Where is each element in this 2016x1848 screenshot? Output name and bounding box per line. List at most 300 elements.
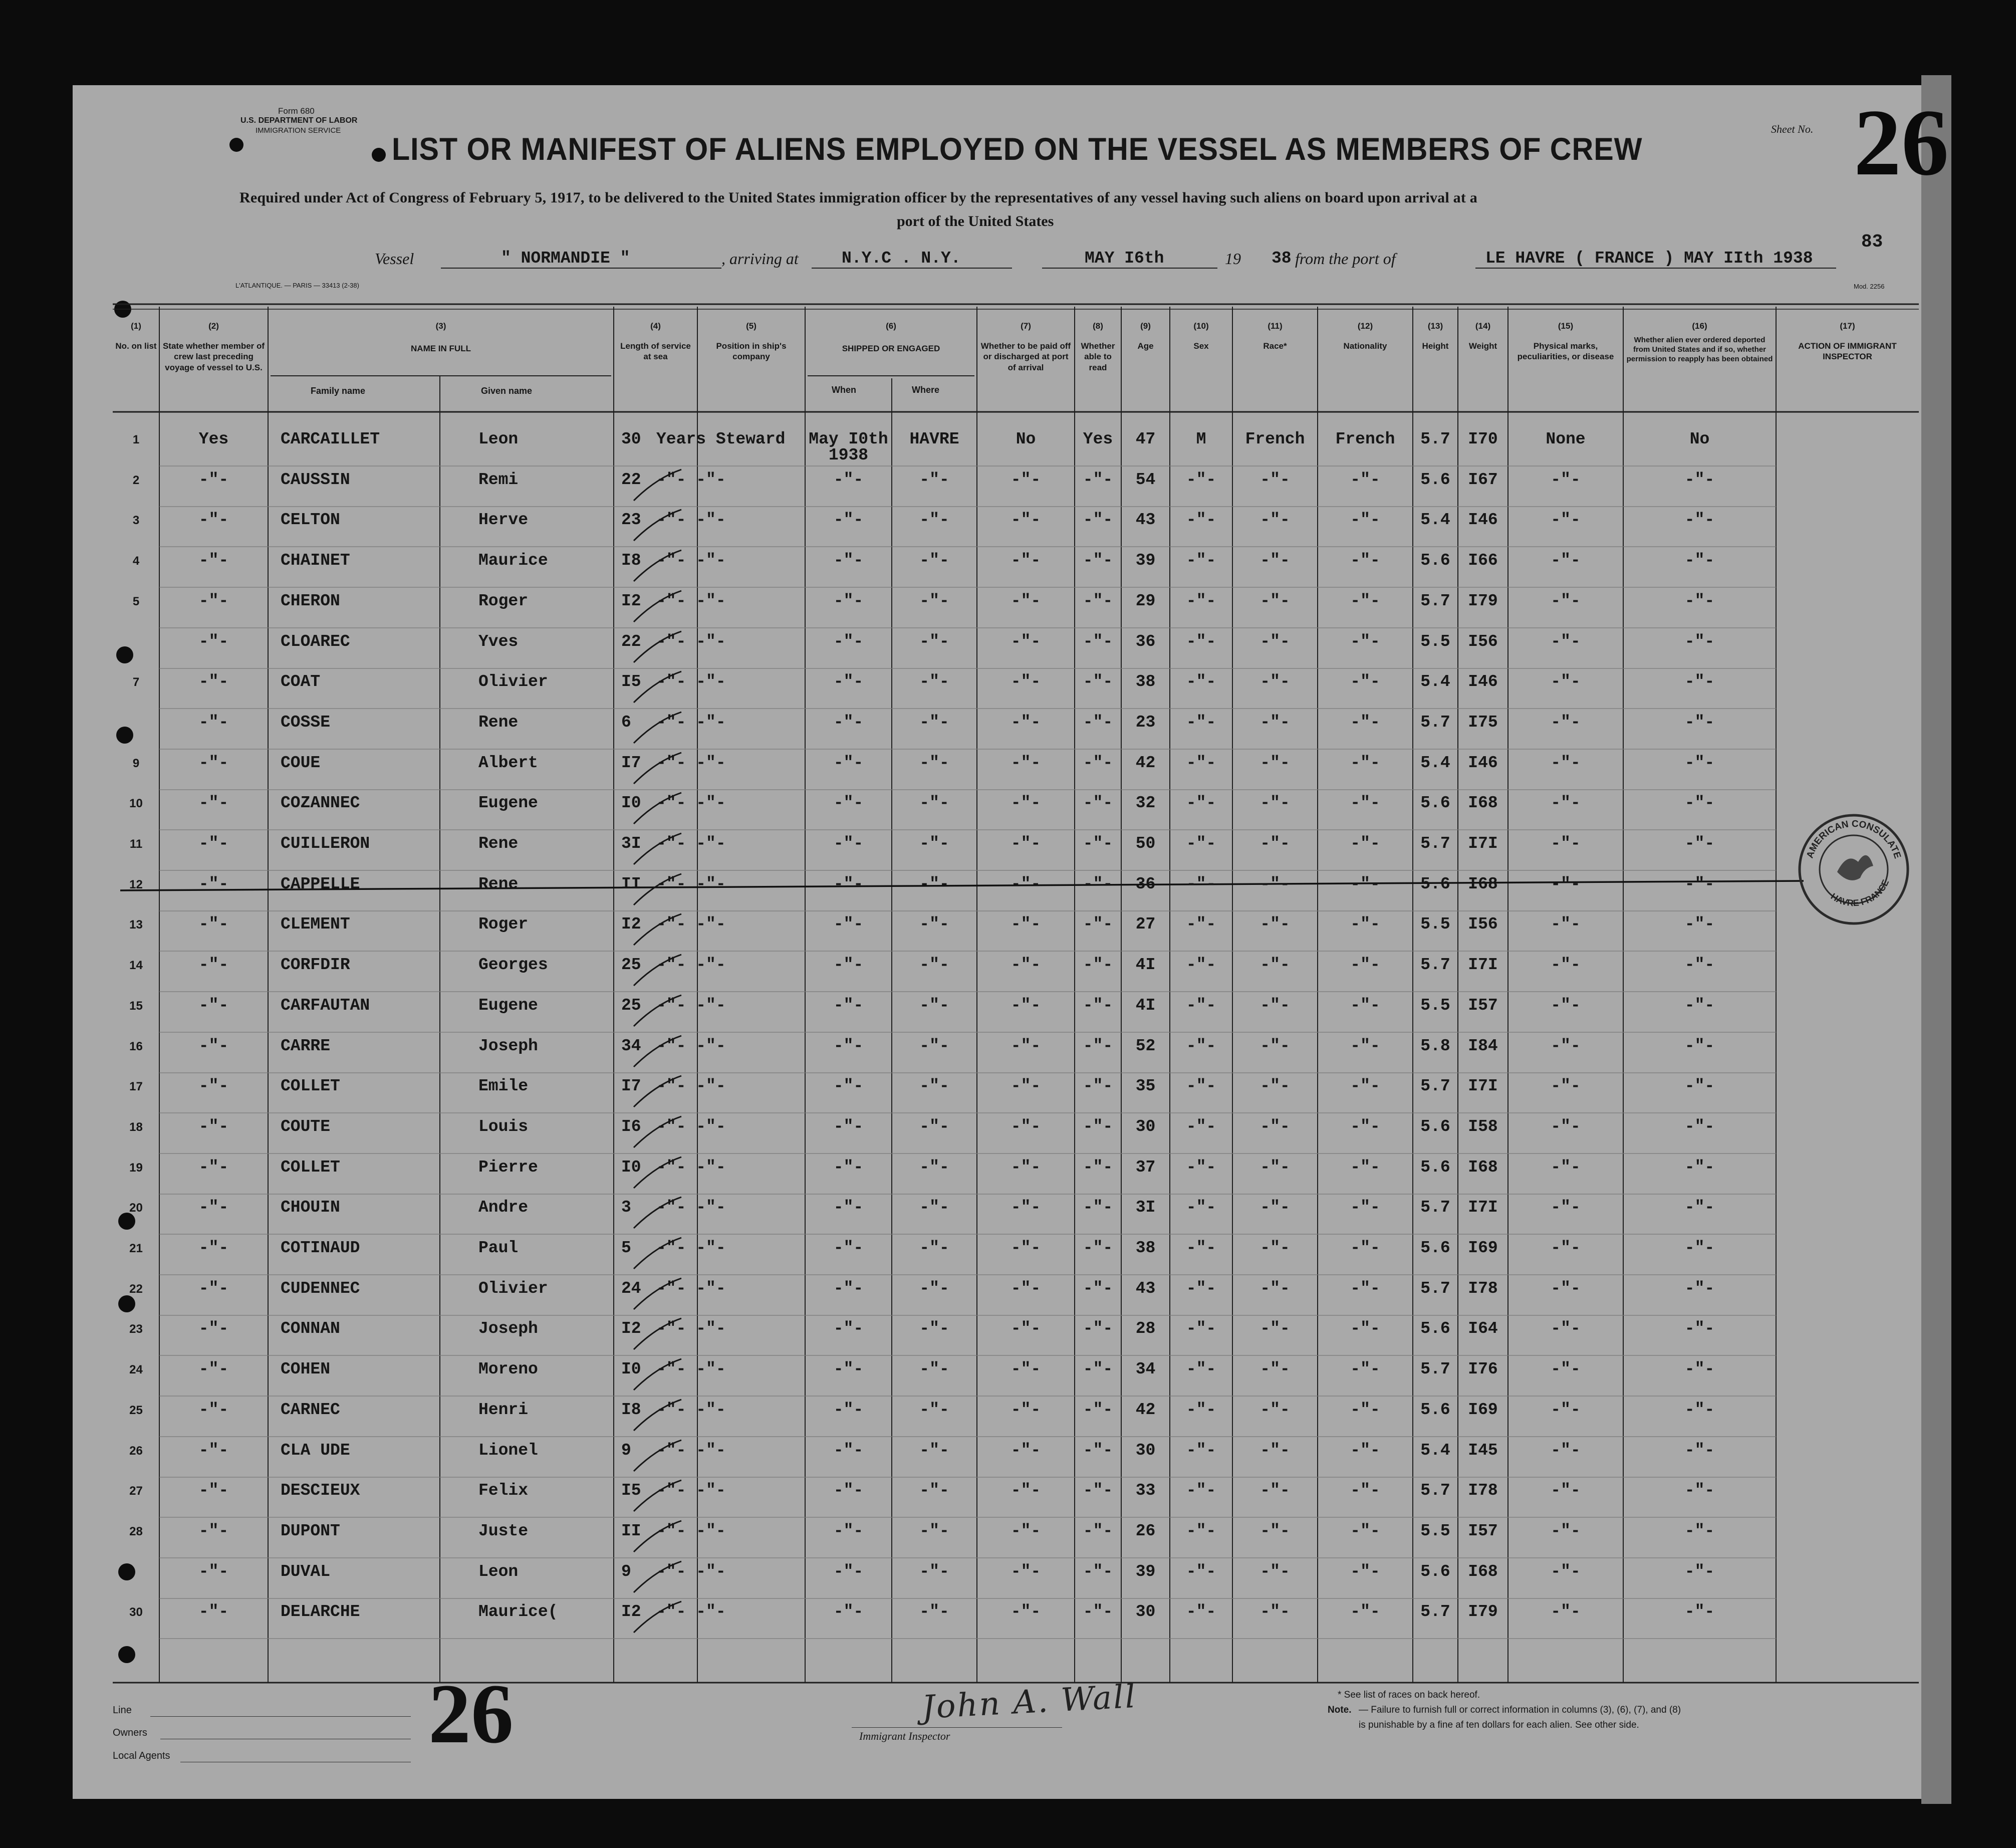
cell-height: 5.6 <box>1420 1401 1450 1419</box>
cell-paid: -"- <box>1011 1360 1041 1378</box>
cell-no: 4 <box>132 554 140 568</box>
cell-crew: -"- <box>198 754 229 772</box>
cell-age: 30 <box>1135 1441 1156 1460</box>
cell-where: -"- <box>919 1198 949 1217</box>
cell-deported: -"- <box>1684 1522 1715 1540</box>
cell-nat: -"- <box>1350 875 1380 893</box>
cell-read: -"- <box>1083 834 1113 853</box>
cell-marks: -"- <box>1551 1037 1581 1055</box>
year-prefix: 19 <box>1225 250 1241 268</box>
cell-position: -"- -"- <box>656 1198 726 1217</box>
cell-read: -"- <box>1083 1522 1113 1540</box>
cell-height: 5.6 <box>1420 1239 1450 1257</box>
cell-service: I0 <box>621 1158 641 1177</box>
cell-marks: -"- <box>1551 1602 1581 1621</box>
cell-nat: -"- <box>1350 1037 1380 1055</box>
cell-nat: -"- <box>1350 1360 1380 1378</box>
cell-age: 28 <box>1135 1319 1156 1338</box>
cell-height: 5.6 <box>1420 1319 1450 1338</box>
cell-crew: -"- <box>198 1117 229 1136</box>
cell-marks: -"- <box>1551 1279 1581 1298</box>
cell-family: CLOAREC <box>281 632 350 651</box>
cell-no: 2 <box>132 474 140 487</box>
cell-nat: -"- <box>1350 471 1380 489</box>
cell-position: -"- -"- <box>656 1602 726 1621</box>
cell-crew: -"- <box>198 713 229 732</box>
cell-crew: -"- <box>198 1441 229 1460</box>
cell-weight: I7I <box>1468 956 1498 974</box>
cell-height: 5.4 <box>1420 672 1450 691</box>
cell-where: -"- <box>919 996 949 1015</box>
cell-when: -"- <box>833 1360 864 1378</box>
cell-no: 15 <box>129 999 143 1013</box>
cell-race: -"- <box>1260 754 1290 772</box>
column-header: Position in ship's company <box>716 341 787 362</box>
cell-marks: -"- <box>1551 713 1581 732</box>
cell-paid: -"- <box>1011 1198 1041 1217</box>
cell-sex: -"- <box>1186 1077 1216 1095</box>
cell-height: 5.7 <box>1420 834 1450 853</box>
cell-family: CHAINET <box>281 551 350 570</box>
column-header: Sex <box>1193 341 1209 351</box>
cell-when: -"- <box>833 511 864 529</box>
cell-nat: -"- <box>1350 1117 1380 1136</box>
cell-marks: None <box>1546 430 1586 448</box>
cell-crew: -"- <box>198 1319 229 1338</box>
cell-when: -"- <box>833 794 864 812</box>
cell-marks: -"- <box>1551 471 1581 489</box>
cell-position: -"- -"- <box>656 1158 726 1177</box>
cell-no: 10 <box>129 797 143 810</box>
cell-age: 23 <box>1135 713 1156 732</box>
cell-family: CORFDIR <box>281 956 350 974</box>
cell-sex: -"- <box>1186 1441 1216 1460</box>
cell-when: -"- <box>833 1562 864 1581</box>
cell-age: 35 <box>1135 1077 1156 1095</box>
cell-service: I5 <box>621 672 641 691</box>
cell-where: -"- <box>919 592 949 610</box>
cell-sex: -"- <box>1186 471 1216 489</box>
cell-nat: -"- <box>1350 956 1380 974</box>
cell-when: -"- <box>833 1522 864 1540</box>
cell-family: DELARCHE <box>281 1602 360 1621</box>
cell-given: Maurice( <box>478 1602 558 1621</box>
cell-paid: -"- <box>1011 1117 1041 1136</box>
cell-given: Leon <box>478 1562 519 1581</box>
vessel-name: " NORMANDIE " <box>501 249 630 268</box>
cell-deported: -"- <box>1684 794 1715 812</box>
cell-height: 5.6 <box>1420 1117 1450 1136</box>
cell-family: CUDENNEC <box>281 1279 360 1298</box>
cell-read: -"- <box>1083 1117 1113 1136</box>
cell-no: 19 <box>129 1161 143 1175</box>
cell-sex: -"- <box>1186 1319 1216 1338</box>
cell-marks: -"- <box>1551 794 1581 812</box>
cell-marks: -"- <box>1551 1562 1581 1581</box>
cell-where: -"- <box>919 875 949 893</box>
cell-service: I8 <box>621 1401 641 1419</box>
cell-weight: I57 <box>1468 1522 1498 1540</box>
cell-marks: -"- <box>1551 1481 1581 1500</box>
cell-height: 5.5 <box>1420 915 1450 934</box>
cell-paid: -"- <box>1011 834 1041 853</box>
cell-paid: -"- <box>1011 956 1041 974</box>
cell-height: 5.7 <box>1420 1360 1450 1378</box>
cell-deported: -"- <box>1684 1360 1715 1378</box>
cell-deported: -"- <box>1684 1481 1715 1500</box>
cell-weight: I46 <box>1468 754 1498 772</box>
cell-race: -"- <box>1260 1481 1290 1500</box>
cell-paid: -"- <box>1011 1319 1041 1338</box>
cell-age: 26 <box>1135 1522 1156 1540</box>
column-number: (14) <box>1475 321 1491 331</box>
cell-where: -"- <box>919 471 949 489</box>
cell-where: -"- <box>919 1319 949 1338</box>
cell-sex: -"- <box>1186 1522 1216 1540</box>
note-text-1: — Failure to furnish full or correct information in columns (3), (6), (7), and (8) <box>1359 1705 1681 1715</box>
cell-marks: -"- <box>1551 1077 1581 1095</box>
cell-position: -"- -"- <box>656 754 726 772</box>
cell-no: 30 <box>129 1605 143 1619</box>
cell-age: 30 <box>1135 1602 1156 1621</box>
cell-sex: -"- <box>1186 551 1216 570</box>
cell-weight: I57 <box>1468 996 1498 1015</box>
cell-position: -"- -"- <box>656 996 726 1015</box>
cell-read: -"- <box>1083 713 1113 732</box>
cell-deported: -"- <box>1684 511 1715 529</box>
cell-position: -"- -"- <box>656 713 726 732</box>
cell-position: -"- -"- <box>656 1117 726 1136</box>
cell-nat: -"- <box>1350 551 1380 570</box>
cell-marks: -"- <box>1551 632 1581 651</box>
cell-weight: I68 <box>1468 794 1498 812</box>
cell-family: DESCIEUX <box>281 1481 360 1500</box>
cell-given: Eugene <box>478 794 538 812</box>
cell-crew: -"- <box>198 592 229 610</box>
cell-given: Yves <box>478 632 519 651</box>
cell-age: 36 <box>1135 632 1156 651</box>
cell-family: CARCAILLET <box>281 430 380 448</box>
cell-sex: -"- <box>1186 1562 1216 1581</box>
cell-read: -"- <box>1083 1279 1113 1298</box>
cell-deported: -"- <box>1684 1198 1715 1217</box>
cell-no: 1 <box>132 433 140 446</box>
cell-weight: I58 <box>1468 1117 1498 1136</box>
cell-deported: -"- <box>1684 1441 1715 1460</box>
cell-age: 34 <box>1135 1360 1156 1378</box>
cell-given: Rene <box>478 875 519 893</box>
cell-crew: -"- <box>198 834 229 853</box>
cell-height: 5.7 <box>1420 1077 1450 1095</box>
column-number: (3) <box>435 321 446 331</box>
cell-where: -"- <box>919 1077 949 1095</box>
cell-service: 5 <box>621 1239 631 1257</box>
cell-read: -"- <box>1083 1360 1113 1378</box>
cell-paid: No <box>1016 430 1036 448</box>
cell-nat: -"- <box>1350 1401 1380 1419</box>
cell-where: -"- <box>919 1279 949 1298</box>
cell-where: -"- <box>919 834 949 853</box>
cell-sex: -"- <box>1186 672 1216 691</box>
cell-age: 42 <box>1135 754 1156 772</box>
cell-position: -"- -"- <box>656 1279 726 1298</box>
subtitle-line-2: port of the United States <box>897 213 1054 229</box>
cell-given: Andre <box>478 1198 529 1217</box>
cell-position: -"- -"- <box>656 1037 726 1055</box>
cell-read: -"- <box>1083 1239 1113 1257</box>
cell-weight: I69 <box>1468 1401 1498 1419</box>
cell-race: -"- <box>1260 915 1290 934</box>
cell-no: 25 <box>129 1404 143 1417</box>
cell-marks: -"- <box>1551 834 1581 853</box>
cell-given: Rene <box>478 713 519 732</box>
cell-no: 24 <box>129 1363 143 1376</box>
cell-deported: -"- <box>1684 1279 1715 1298</box>
cell-race: -"- <box>1260 1522 1290 1540</box>
cell-no: 17 <box>129 1080 143 1093</box>
cell-position: -"- -"- <box>656 471 726 489</box>
cell-age: 29 <box>1135 592 1156 610</box>
cell-position: -"- -"- <box>656 915 726 934</box>
cell-nat: -"- <box>1350 834 1380 853</box>
cell-paid: -"- <box>1011 1158 1041 1177</box>
cell-crew: -"- <box>198 511 229 529</box>
cell-read: -"- <box>1083 511 1113 529</box>
cell-position: -"- -"- <box>656 956 726 974</box>
cell-height: 5.7 <box>1420 1602 1450 1621</box>
given-name-header: Given name <box>481 386 533 396</box>
cell-given: Leon <box>478 430 519 448</box>
cell-weight: I68 <box>1468 875 1498 893</box>
cell-paid: -"- <box>1011 1279 1041 1298</box>
cell-position: -"- -"- <box>656 592 726 610</box>
cell-given: Pierre <box>478 1158 538 1177</box>
cell-marks: -"- <box>1551 1158 1581 1177</box>
cell-sex: -"- <box>1186 1602 1216 1621</box>
cell-no: 12 <box>129 878 143 891</box>
cell-nat: -"- <box>1350 754 1380 772</box>
cell-height: 5.7 <box>1420 430 1450 448</box>
cell-deported: -"- <box>1684 632 1715 651</box>
cell-family: CHOUIN <box>281 1198 340 1217</box>
cell-where: -"- <box>919 915 949 934</box>
cell-when: -"- <box>833 592 864 610</box>
cell-height: 5.7 <box>1420 1279 1450 1298</box>
arrival-port: N.Y.C . N.Y. <box>842 249 961 268</box>
cell-height: 5.6 <box>1420 1562 1450 1581</box>
cell-age: 4I <box>1135 996 1156 1015</box>
cell-read: -"- <box>1083 1602 1113 1621</box>
cell-sex: -"- <box>1186 1279 1216 1298</box>
departure-port: LE HAVRE ( FRANCE ) MAY IIth 1938 <box>1485 249 1813 268</box>
cell-no: 27 <box>129 1484 143 1498</box>
line-field <box>150 1716 411 1717</box>
cell-read: -"- <box>1083 1077 1113 1095</box>
cell-family: COLLET <box>281 1077 340 1095</box>
cell-race: -"- <box>1260 592 1290 610</box>
cell-crew: -"- <box>198 1481 229 1500</box>
cell-paid: -"- <box>1011 632 1041 651</box>
cell-race: -"- <box>1260 1239 1290 1257</box>
cell-where: -"- <box>919 1522 949 1540</box>
inspector-label: Immigrant Inspector <box>859 1730 950 1742</box>
cell-position: -"- -"- <box>656 875 726 893</box>
cell-sex: -"- <box>1186 713 1216 732</box>
cell-age: 27 <box>1135 915 1156 934</box>
cell-nat: French <box>1335 430 1395 448</box>
cell-when: -"- <box>833 834 864 853</box>
cell-where: -"- <box>919 672 949 691</box>
cell-age: 54 <box>1135 471 1156 489</box>
cell-where: -"- <box>919 1562 949 1581</box>
cell-weight: I46 <box>1468 672 1498 691</box>
cell-nat: -"- <box>1350 1319 1380 1338</box>
cell-position: -"- -"- <box>656 1481 726 1500</box>
inspector-signature: John A. Wall <box>921 1678 1138 1727</box>
cell-deported: -"- <box>1684 834 1715 853</box>
cell-no: 28 <box>129 1525 143 1538</box>
cell-read: -"- <box>1083 794 1113 812</box>
cell-age: 39 <box>1135 551 1156 570</box>
cell-position: -"- -"- <box>656 1441 726 1460</box>
cell-paid: -"- <box>1011 1441 1041 1460</box>
cell-height: 5.7 <box>1420 1481 1450 1500</box>
cell-weight: I7I <box>1468 1198 1498 1217</box>
cell-crew: -"- <box>198 1522 229 1540</box>
cell-nat: -"- <box>1350 1602 1380 1621</box>
cell-no: 16 <box>129 1040 143 1053</box>
cell-when: -"- <box>833 915 864 934</box>
cell-position: -"- -"- <box>656 1562 726 1581</box>
cell-crew: -"- <box>198 471 229 489</box>
cell-when: -"- <box>833 1401 864 1419</box>
cell-where: -"- <box>919 1401 949 1419</box>
column-number: (11) <box>1268 321 1283 331</box>
cell-family: CARFAUTAN <box>281 996 370 1015</box>
cell-weight: I56 <box>1468 632 1498 651</box>
cell-where: HAVRE <box>909 430 959 448</box>
cell-crew: -"- <box>198 875 229 893</box>
column-header: ACTION OF IMMIGRANT INSPECTOR <box>1798 341 1897 362</box>
cell-marks: -"- <box>1551 956 1581 974</box>
cell-paid: -"- <box>1011 1602 1041 1621</box>
cell-family: COSSE <box>281 713 331 732</box>
cell-crew: -"- <box>198 1360 229 1378</box>
cell-family: CLEMENT <box>281 915 350 934</box>
column-number: (9) <box>1140 321 1151 331</box>
cell-service: 30 <box>621 430 641 448</box>
cell-family: DUVAL <box>281 1562 331 1581</box>
cell-where: -"- <box>919 1037 949 1055</box>
cell-nat: -"- <box>1350 1522 1380 1540</box>
cell-race: -"- <box>1260 1158 1290 1177</box>
cell-marks: -"- <box>1551 1401 1581 1419</box>
cell-race: -"- <box>1260 1117 1290 1136</box>
cell-given: Maurice <box>478 551 548 570</box>
cell-family: DUPONT <box>281 1522 340 1540</box>
cell-weight: I78 <box>1468 1279 1498 1298</box>
column-header: Height <box>1422 341 1449 351</box>
cell-crew: -"- <box>198 1239 229 1257</box>
cell-read: -"- <box>1083 672 1113 691</box>
cell-race: -"- <box>1260 1602 1290 1621</box>
cell-age: 52 <box>1135 1037 1156 1055</box>
cell-crew: -"- <box>198 915 229 934</box>
cell-service: 24 <box>621 1279 641 1298</box>
cell-height: 5.6 <box>1420 551 1450 570</box>
cell-nat: -"- <box>1350 1441 1380 1460</box>
cell-service: I2 <box>621 1319 641 1338</box>
cell-sex: -"- <box>1186 794 1216 812</box>
cell-paid: -"- <box>1011 754 1041 772</box>
note-label: Note. <box>1328 1705 1352 1715</box>
cell-family: COUE <box>281 754 321 772</box>
cell-marks: -"- <box>1551 551 1581 570</box>
cell-crew: -"- <box>198 1158 229 1177</box>
cell-weight: I70 <box>1468 430 1498 448</box>
cell-when: -"- <box>833 1037 864 1055</box>
cell-service: II <box>621 1522 641 1540</box>
cell-weight: I76 <box>1468 1360 1498 1378</box>
cell-no: 18 <box>129 1120 143 1134</box>
cell-sex: -"- <box>1186 1239 1216 1257</box>
cell-given: Rene <box>478 834 519 853</box>
column-number: (6) <box>886 321 896 331</box>
cell-crew: -"- <box>198 1037 229 1055</box>
cell-marks: -"- <box>1551 915 1581 934</box>
cell-nat: -"- <box>1350 592 1380 610</box>
cell-sex: -"- <box>1186 1481 1216 1500</box>
cell-sex: -"- <box>1186 592 1216 610</box>
cell-no: 11 <box>129 837 143 851</box>
cell-family: CUILLERON <box>281 834 370 853</box>
cell-weight: I7I <box>1468 1077 1498 1095</box>
column-number: (16) <box>1692 321 1707 331</box>
cell-family: COUTE <box>281 1117 331 1136</box>
cell-position: -"- -"- <box>656 1319 726 1338</box>
cell-crew: -"- <box>198 1562 229 1581</box>
cell-paid: -"- <box>1011 713 1041 732</box>
cell-age: 3I <box>1135 1198 1156 1217</box>
cell-read: -"- <box>1083 1441 1113 1460</box>
cell-age: 33 <box>1135 1481 1156 1500</box>
cell-marks: -"- <box>1551 875 1581 893</box>
cell-paid: -"- <box>1011 1239 1041 1257</box>
cell-age: 43 <box>1135 1279 1156 1298</box>
cell-race: -"- <box>1260 1037 1290 1055</box>
cell-given: Olivier <box>478 1279 548 1298</box>
cell-race: -"- <box>1260 1562 1290 1581</box>
column-number: (2) <box>208 321 219 331</box>
cell-where: -"- <box>919 1481 949 1500</box>
page-number: 83 <box>1861 232 1883 252</box>
cell-service: I7 <box>621 754 641 772</box>
cell-given: Moreno <box>478 1360 538 1378</box>
cell-weight: I75 <box>1468 713 1498 732</box>
cell-crew: -"- <box>198 1602 229 1621</box>
cell-service: I0 <box>621 1360 641 1378</box>
cell-paid: -"- <box>1011 511 1041 529</box>
cell-where: -"- <box>919 956 949 974</box>
cell-sex: -"- <box>1186 1158 1216 1177</box>
column-number: (12) <box>1357 321 1373 331</box>
cell-where: -"- <box>919 551 949 570</box>
cell-sex: -"- <box>1186 915 1216 934</box>
cell-when: -"- <box>833 1158 864 1177</box>
cell-read: -"- <box>1083 956 1113 974</box>
cell-when: -"- <box>833 956 864 974</box>
cell-sex: M <box>1196 430 1206 448</box>
